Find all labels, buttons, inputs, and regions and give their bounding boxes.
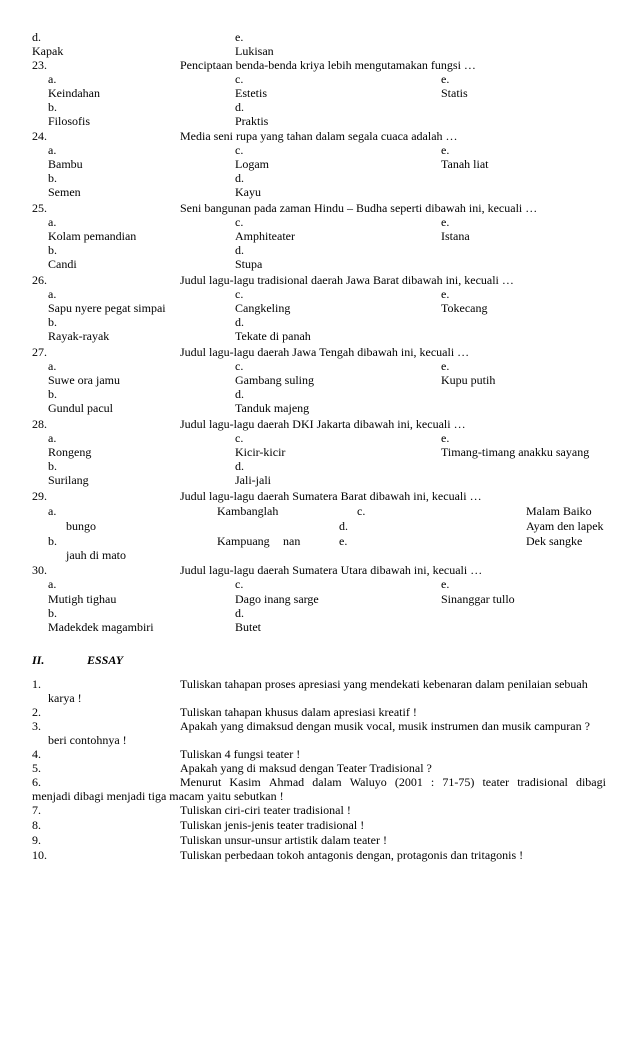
option-b-value-part: nan xyxy=(283,534,301,548)
option-letter-e: e. xyxy=(441,215,450,229)
option-letter-c: c. xyxy=(235,359,244,373)
option-a-value: Keindahan xyxy=(48,86,100,100)
question-text: Media seni rupa yang tahan dalam segala cuaca adalah … xyxy=(180,129,458,143)
option-b-value: Semen xyxy=(48,185,81,199)
option-letter-a: a. xyxy=(48,577,57,591)
option-letter-a: a. xyxy=(48,72,57,86)
option-letter-a: a. xyxy=(48,359,57,373)
option-a-value: Bambu xyxy=(48,157,83,171)
option-e-value: Kupu putih xyxy=(441,373,496,387)
option-c-value: Amphiteater xyxy=(235,229,295,243)
essay-text: Apakah yang dimaksud dengan musik vocal, musik instrumen dan musik campuran ? xyxy=(180,719,590,733)
essay-text: Tuliskan perbedaan tokoh antagonis dengan, protagonis dan tritagonis ! xyxy=(180,848,524,862)
option-e-value: Lukisan xyxy=(235,44,274,58)
option-letter-d: d. xyxy=(235,243,244,257)
option-letter-a: a. xyxy=(48,215,57,229)
essay-word: Kasim xyxy=(229,775,261,789)
option-letter-e: e. xyxy=(441,287,450,301)
option-e-value: Istana xyxy=(441,229,470,243)
essay-number: 1. xyxy=(32,677,41,691)
option-letter-d: d. xyxy=(32,30,41,44)
question-number: 30. xyxy=(32,563,47,577)
option-letter-d: d. xyxy=(235,171,244,185)
option-e-value: Sinanggar tullo xyxy=(441,592,515,606)
essay-text-continued: menjadi dibagi menjadi tiga macam yaitu sebutkan ! xyxy=(32,789,284,803)
option-c-value: Estetis xyxy=(235,86,267,100)
question-number: 25. xyxy=(32,201,47,215)
question-number: 27. xyxy=(32,345,47,359)
option-letter-b: b. xyxy=(48,459,57,473)
option-d-value: Kayu xyxy=(235,185,261,199)
option-d-value: Kapak xyxy=(32,44,64,58)
option-letter-b: b. xyxy=(48,387,57,401)
option-letter-b: b. xyxy=(48,243,57,257)
question-text: Judul lagu-lagu tradisional daerah Jawa Barat dibawah ini, kecuali … xyxy=(180,273,514,287)
essay-text: Tuliskan jenis-jenis teater tradisional ! xyxy=(180,818,365,832)
essay-word: tradisional xyxy=(517,775,568,789)
option-letter-a: a. xyxy=(48,287,57,301)
option-letter-e: e. xyxy=(441,577,450,591)
option-letter-e: e. xyxy=(235,30,244,44)
essay-number: 3. xyxy=(32,719,41,733)
essay-number: 8. xyxy=(32,818,41,832)
option-d-value: Tekate di panah xyxy=(235,329,311,343)
essay-word: dibagi xyxy=(575,775,606,789)
option-e-value: Timang-timang anakku sayang xyxy=(441,445,590,459)
option-letter-b: b. xyxy=(48,315,57,329)
essay-text-continued: karya ! xyxy=(48,691,82,705)
option-e-value: Tanah liat xyxy=(441,157,489,171)
option-c-value: Dago inang sarge xyxy=(235,592,319,606)
question-number: 29. xyxy=(32,489,47,503)
option-b-value: Madekdek magambiri xyxy=(48,620,154,634)
option-letter-c: c. xyxy=(357,504,366,518)
option-c-value: Malam Baiko xyxy=(526,504,592,518)
essay-text: Tuliskan ciri-ciri teater tradisional ! xyxy=(180,803,351,817)
option-letter-b: b. xyxy=(48,534,57,548)
option-letter-e: e. xyxy=(441,72,450,86)
question-text: Seni bangunan pada zaman Hindu – Budha seperti dibawah ini, kecuali … xyxy=(180,201,538,215)
question-number: 23. xyxy=(32,58,47,72)
essay-number: 9. xyxy=(32,833,41,847)
essay-number: 4. xyxy=(32,747,41,761)
essay-number: 2. xyxy=(32,705,41,719)
essay-number: 5. xyxy=(32,761,41,775)
essay-word: dalam xyxy=(312,775,342,789)
option-letter-c: c. xyxy=(235,215,244,229)
essay-word: : xyxy=(430,775,435,789)
option-b-value: Candi xyxy=(48,257,77,271)
question-number: 24. xyxy=(32,129,47,143)
question-number: 28. xyxy=(32,417,47,431)
option-letter-d: d. xyxy=(235,387,244,401)
option-b-value-continued: jauh di mato xyxy=(66,548,126,562)
option-letter-e: e. xyxy=(441,143,450,157)
question-text: Judul lagu-lagu daerah Sumatera Barat dibawah ini, kecuali … xyxy=(180,489,482,503)
essay-word: teater xyxy=(482,775,510,789)
option-letter-e: e. xyxy=(441,359,450,373)
option-letter-a: a. xyxy=(48,504,57,518)
essay-number: 7. xyxy=(32,803,41,817)
option-letter-d: d. xyxy=(235,100,244,114)
option-letter-e: e. xyxy=(441,431,450,445)
option-d-value: Ayam den lapek xyxy=(526,519,604,533)
option-letter-d: d. xyxy=(235,315,244,329)
option-letter-d: d. xyxy=(235,459,244,473)
option-d-value: Jali-jali xyxy=(235,473,271,487)
option-letter-b: b. xyxy=(48,171,57,185)
essay-text: Tuliskan unsur-unsur artistik dalam teater ! xyxy=(180,833,387,847)
option-letter-c: c. xyxy=(235,72,244,86)
option-letter-b: b. xyxy=(48,100,57,114)
option-a-value: Kambanglah xyxy=(217,504,279,518)
question-text: Judul lagu-lagu daerah Jawa Tengah dibawah ini, kecuali … xyxy=(180,345,470,359)
option-d-value: Butet xyxy=(235,620,261,634)
option-b-value: Gundul pacul xyxy=(48,401,113,415)
essay-text: Tuliskan tahapan khusus dalam apresiasi kreatif ! xyxy=(180,705,417,719)
essay-number: 10. xyxy=(32,848,47,862)
option-letter-c: c. xyxy=(235,431,244,445)
option-letter-d: d. xyxy=(235,606,244,620)
option-a-value: Suwe ora jamu xyxy=(48,373,120,387)
option-letter-e: e. xyxy=(339,534,348,548)
question-number: 26. xyxy=(32,273,47,287)
essay-text-continued: beri contohnya ! xyxy=(48,733,127,747)
option-a-value: Rongeng xyxy=(48,445,92,459)
essay-number: 6. xyxy=(32,775,41,789)
section-roman-numeral: II. xyxy=(32,653,45,667)
option-b-value: Surilang xyxy=(48,473,89,487)
option-letter-d: d. xyxy=(339,519,348,533)
essay-text: Apakah yang di maksud dengan Teater Tradisional ? xyxy=(180,761,432,775)
option-letter-b: b. xyxy=(48,606,57,620)
option-e-value: Tokecang xyxy=(441,301,488,315)
essay-word: 71-75) xyxy=(442,775,475,789)
option-a-value-continued: bungo xyxy=(66,519,96,533)
option-c-value: Gambang suling xyxy=(235,373,314,387)
option-b-value: Rayak-rayak xyxy=(48,329,110,343)
option-a-value: Kolam pemandian xyxy=(48,229,137,243)
option-letter-c: c. xyxy=(235,143,244,157)
option-d-value: Praktis xyxy=(235,114,269,128)
question-text: Judul lagu-lagu daerah Sumatera Utara dibawah ini, kecuali … xyxy=(180,563,483,577)
essay-word: Ahmad xyxy=(268,775,305,789)
option-letter-a: a. xyxy=(48,431,57,445)
essay-word: Menurut xyxy=(180,775,222,789)
option-d-value: Stupa xyxy=(235,257,263,271)
option-letter-c: c. xyxy=(235,287,244,301)
essay-word: Waluyo xyxy=(349,775,387,789)
option-c-value: Logam xyxy=(235,157,269,171)
essay-word: (2001 xyxy=(394,775,423,789)
option-d-value: Tanduk majeng xyxy=(235,401,310,415)
essay-text-justified xyxy=(180,775,606,789)
option-letter-c: c. xyxy=(235,577,244,591)
question-text: Judul lagu-lagu daerah DKI Jakarta dibawah ini, kecuali … xyxy=(180,417,466,431)
option-e-value: Statis xyxy=(441,86,468,100)
option-e-value: Dek sangke xyxy=(526,534,583,548)
option-b-value: Kampuang xyxy=(217,534,270,548)
option-b-value: Filosofis xyxy=(48,114,91,128)
option-c-value: Cangkeling xyxy=(235,301,291,315)
option-letter-a: a. xyxy=(48,143,57,157)
option-a-value: Sapu nyere pegat simpai xyxy=(48,301,166,315)
option-c-value: Kicir-kicir xyxy=(235,445,286,459)
essay-text: Tuliskan tahapan proses apresiasi yang mendekati kebenaran dalam penilaian sebuah xyxy=(180,677,588,691)
essay-text: Tuliskan 4 fungsi teater ! xyxy=(180,747,301,761)
option-a-value: Mutigh tighau xyxy=(48,592,117,606)
question-text: Penciptaan benda-benda kriya lebih mengutamakan fungsi … xyxy=(180,58,476,72)
section-title: ESSAY xyxy=(87,653,124,667)
